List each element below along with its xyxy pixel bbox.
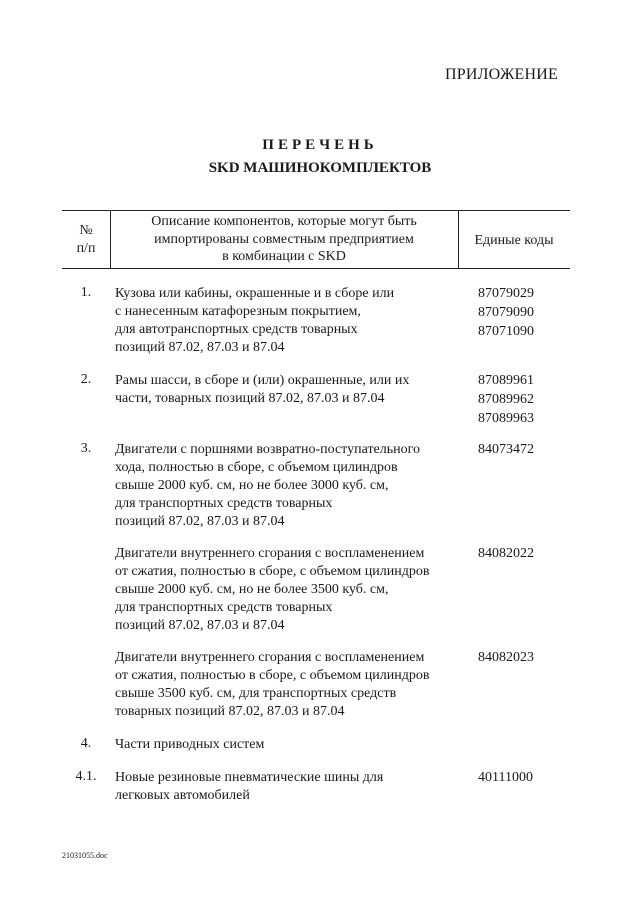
row-codes: 40111000 — [478, 770, 533, 785]
footer-filename: 21031055.doc — [62, 851, 108, 860]
row-description: Двигатели внутреннего сгорания с воспламенением от сжатия, полностью в сборе, с объемом цилиндров свыше 3500 куб. см, для транспортных средств товарных позиций 87.02, 87.03 и 87.04 — [115, 650, 430, 719]
header-number: № п/п — [76, 223, 96, 256]
row-number: 1. — [80, 285, 92, 300]
row-number: 2. — [80, 372, 92, 387]
table-header-rule — [62, 268, 570, 269]
document-subtitle: SKD МАШИНОКОМПЛЕКТОВ — [208, 160, 432, 176]
header-codes: Единые коды — [474, 233, 554, 248]
row-codes: 84082023 — [478, 650, 534, 665]
row-description: Кузова или кабины, окрашенные и в сборе или с нанесенным катафорезным покрытием, для автотранспортных средств товарных позиций 87.02, 87.03 и 87.04 — [115, 286, 395, 355]
row-codes: 87079029 87079090 87071090 — [478, 286, 534, 339]
header-description: Описание компонентов, которые могут быть импортированы совместным предприятием в комбинации с SKD — [151, 214, 417, 264]
table-top-rule — [62, 210, 570, 211]
row-number: 4. — [80, 736, 92, 751]
row-description: Новые резиновые пневматические шины для легковых автомобилей — [115, 770, 384, 803]
row-codes: 84082022 — [478, 546, 534, 561]
document-title: ПЕРЕЧЕНЬ — [262, 137, 378, 153]
row-number: 3. — [80, 441, 92, 456]
row-codes: 84073472 — [478, 442, 534, 457]
appendix-label: ПРИЛОЖЕНИЕ — [444, 66, 558, 83]
row-codes: 87089961 87089962 87089963 — [478, 373, 534, 426]
row-description: Рамы шасси, в сборе и (или) окрашенные, или их части, товарных позиций 87.02, 87.03 и 87.04 — [115, 373, 410, 406]
row-description: Части приводных систем — [115, 737, 265, 752]
row-number: 4.1. — [75, 769, 97, 784]
row-description: Двигатели внутреннего сгорания с воспламенением от сжатия, полностью в сборе, с объемом цилиндров свыше 2000 куб. см, но не более 3500 куб. см, для транспортных средств товарных позиций 87.02, 87.03 и 87.04 — [115, 546, 430, 633]
row-description: Двигатели с поршнями возвратно-поступательного хода, полностью в сборе, с объемом цилиндров свыше 2000 куб. см, но не более 3000 куб. см, для транспортных средств товарных позиций 87.02, 87.03 и 87.04 — [115, 442, 421, 529]
